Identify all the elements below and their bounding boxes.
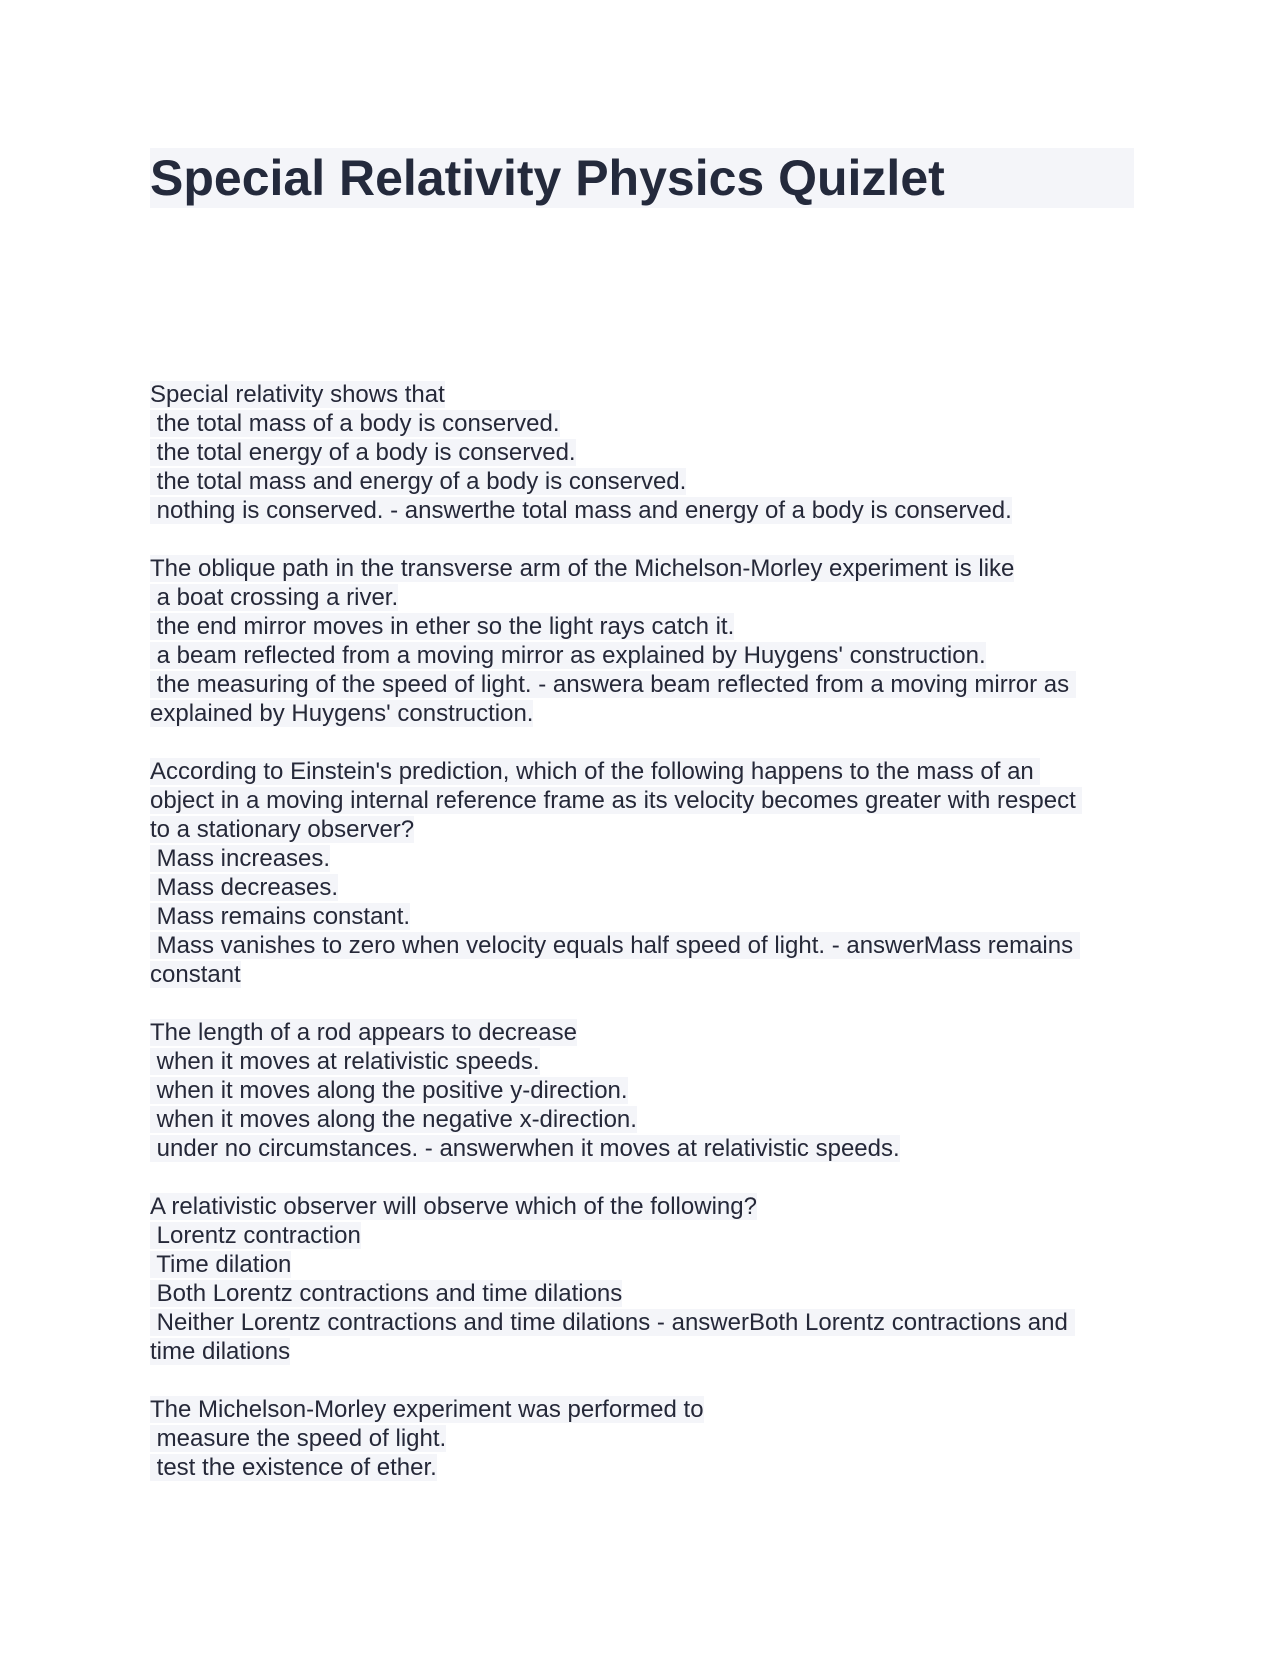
question-4-prompt: The length of a rod appears to decrease [150,1019,577,1046]
question-2-answer-continued: explained by Huygens' construction. [150,700,534,727]
question-5-option: Both Lorentz contractions and time dilations [150,1280,623,1307]
question-4-option: when it moves along the positive y-direction. [150,1077,628,1104]
question-3-option: Mass decreases. [150,874,339,901]
question-4-answer: under no circumstances. - answerwhen it moves at relativistic speeds. [150,1135,900,1162]
page-title: Special Relativity Physics Quizlet [150,150,945,206]
question-2-prompt: The oblique path in the transverse arm of the Michelson-Morley experiment is like [150,555,1015,582]
document-page [150,148,1134,1481]
question-2-option: a boat crossing a river. [150,584,399,611]
question-1-option: the total mass and energy of a body is conserved. [150,468,687,495]
question-block-2 [150,554,1134,728]
question-3-prompt: to a stationary observer? [150,816,415,843]
question-5-option: Time dilation [150,1251,292,1278]
quiz-content [150,380,1134,1511]
question-3-prompt: object in a moving internal reference frame as its velocity becomes greater with respect [150,787,1083,814]
question-3-option: Mass remains constant. [150,903,411,930]
question-1-prompt: Special relativity shows that [150,381,445,408]
question-3-answer: Mass vanishes to zero when velocity equals half speed of light. - answerMass remains [150,932,1080,959]
question-5-option: Lorentz contraction [150,1222,361,1249]
question-5-prompt: A relativistic observer will observe which of the following? [150,1193,757,1220]
question-2-option: the end mirror moves in ether so the light rays catch it. [150,613,735,640]
question-1-option: the total energy of a body is conserved. [150,439,576,466]
question-block-6 [150,1395,1134,1482]
question-block-3 [150,757,1134,989]
question-5-answer-continued: time dilations [150,1338,291,1365]
question-1-answer: nothing is conserved. - answerthe total mass and energy of a body is conserved. [150,497,1012,524]
question-block-1 [150,380,1134,525]
question-6-prompt: The Michelson-Morley experiment was performed to [150,1396,704,1423]
question-6-option: test the existence of ether. [150,1454,437,1481]
question-2-answer: the measuring of the speed of light. - answera beam reflected from a moving mirror as [150,671,1076,698]
question-2-option: a beam reflected from a moving mirror as explained by Huygens' construction. [150,642,986,669]
question-1-option: the total mass of a body is conserved. [150,410,560,437]
title-band [150,148,1134,208]
question-4-option: when it moves along the negative x-direction. [150,1106,637,1133]
question-5-answer: Neither Lorentz contractions and time dilations - answerBoth Lorentz contractions and [150,1309,1075,1336]
question-4-option: when it moves at relativistic speeds. [150,1048,540,1075]
question-6-option: measure the speed of light. [150,1425,447,1452]
question-3-answer-continued: constant [150,961,241,988]
question-3-prompt: According to Einstein's prediction, which of the following happens to the mass of an [150,758,1041,785]
question-block-5 [150,1192,1134,1366]
question-block-4 [150,1018,1134,1163]
question-3-option: Mass increases. [150,845,331,872]
